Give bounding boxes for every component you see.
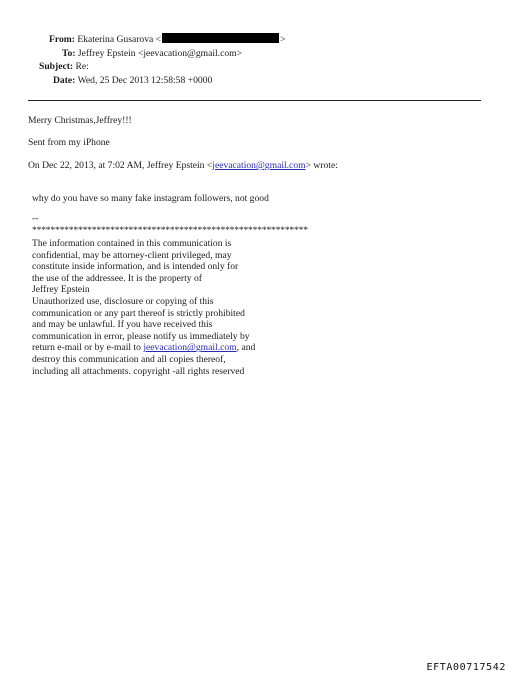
reply-email-link[interactable]: jeevacation@gmail.com <box>212 160 306 171</box>
to-label: To: <box>62 48 76 59</box>
header-divider <box>28 100 481 101</box>
from-row <box>49 33 286 46</box>
disclaimer-line-8: and may be unlawful. If you have received this <box>32 319 213 331</box>
subject-row <box>39 61 89 73</box>
disclaimer-line-7: communication or any part thereof is strictly prohibited <box>32 307 245 319</box>
disclaimer-line-10-prefix: return e-mail or by e-mail to <box>32 342 144 354</box>
date-label: Date: <box>53 75 76 86</box>
from-label: From: <box>49 34 75 45</box>
signature-dashes: -- <box>32 213 39 224</box>
disclaimer-email-link[interactable]: jeevacation@gmail.com <box>143 342 237 354</box>
disclaimer-line-11: destroy this communication and all copies thereof, <box>32 354 226 365</box>
disclaimer-line-10 <box>32 342 255 354</box>
disclaimer-line-10-suffix: , and <box>236 342 256 354</box>
disclaimer-line-5: Jeffrey Epstein <box>32 284 90 296</box>
from-close: > <box>280 34 286 45</box>
disclaimer-line-1: The information contained in this communication is <box>32 238 232 249</box>
document-id: EFTA00717542 <box>426 662 506 673</box>
to-row <box>62 48 242 60</box>
quoted-question: why do you have so many fake instagram followers, not good <box>32 193 269 204</box>
reply-prefix: On Dec 22, 2013, at 7:02 AM, Jeffrey Epstein < <box>28 160 213 171</box>
signature-line: Sent from my iPhone <box>28 137 110 148</box>
disclaimer-line-2: confidential, may be attorney-client privileged, may <box>32 249 232 261</box>
signature-stars: ************************************************************ <box>32 225 308 236</box>
greeting-line: Merry Christmas,Jeffrey!!! <box>28 115 132 126</box>
disclaimer-line-6: Unauthorized use, disclosure or copying of this <box>32 296 214 307</box>
date-value: Wed, 25 Dec 2013 12:58:58 +0000 <box>77 75 213 86</box>
to-value: Jeffrey Epstein <jeevacation@gmail.com> <box>77 48 243 59</box>
from-name: Ekaterina Gusarova < <box>77 34 162 45</box>
disclaimer-line-3: constitute inside information, and is intended only for <box>32 261 239 273</box>
disclaimer-line-12: including all attachments. copyright -all rights reserved <box>32 365 245 377</box>
reply-suffix: > wrote: <box>305 160 338 171</box>
reply-attribution <box>28 160 338 172</box>
disclaimer-line-9: communication in error, please notify us immediately by <box>32 330 250 342</box>
redaction-bar <box>162 33 279 43</box>
subject-label: Subject: <box>39 61 74 72</box>
subject-value: Re: <box>75 61 89 72</box>
date-row <box>53 75 212 87</box>
disclaimer-line-4: the use of the addressee. It is the property of <box>32 272 202 284</box>
